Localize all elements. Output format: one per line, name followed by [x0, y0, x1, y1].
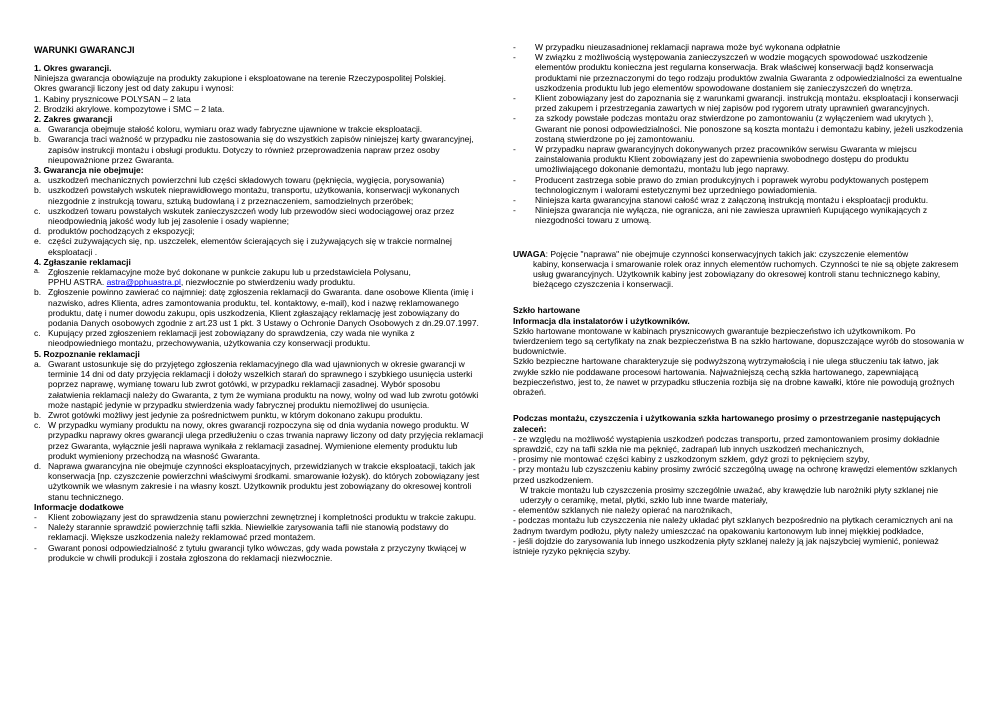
left-column: [34, 63, 484, 563]
list-item: [513, 113, 965, 144]
list-label: b.: [34, 134, 42, 145]
list-text: ze względu na możliwość wystąpienia uszkodzeń podczas transportu, przed zamontowaniem prosimy dokładnie sprawdzić, czy na tafli szkła nie ma pęknięć, zadrapań lub innych uszkodzeń mechanicznych,: [513, 433, 940, 454]
list-label: -: [513, 433, 519, 444]
list-text: elementów szklanych nie należy opierać na narożnikach,: [518, 505, 733, 516]
list-text: uszkodzeń powstałych wskutek nieprawidłowego montażu, transportu, użytkowania, konserwacji wykonanych niezgodnie z instrukcją towaru, sztuką budowlaną i z przeznaczeniem, samodzielnych przeróbek;: [48, 185, 460, 206]
list-item: [34, 410, 484, 420]
list-label: -: [513, 195, 516, 206]
list-text: Gwarant ponosi odpowiedzialność z tytułu gwarancji tylko wówczas, gdy wada powstała z przyczyny tkwiącej w produkcie w chwili produkcji i została zgłoszona do reklamacji niezwłocznie.: [48, 542, 467, 563]
spacer: [513, 289, 965, 305]
contact-line: [34, 277, 484, 287]
list-text: Należy starannie sprawdzić powierzchnię tafli szkła. Niewielkie zarysowania tafli nie stanowią podstawy do reklamacji. Większe uszkodzenia należy reklamować przed montażem.: [48, 522, 449, 543]
list-label: d.: [34, 226, 42, 237]
list-text: Zgłoszenie reklamacyjne może być dokonane w punkcie zakupu lub u przedstawiciela Polysanu,: [48, 267, 411, 278]
list-label: -: [513, 93, 516, 104]
list-text: produktów pochodzących z ekspozycji;: [48, 226, 195, 237]
glass-subheading: Informacja dla instalatorów i użytkowników.: [513, 315, 690, 326]
list-text: Zgłoszenie powinno zawierać co najmniej: datę zgłoszenia reklamacji do Gwaranta. dane osobowe Klienta (imię i nazwisko, adres Klienta, adres zamontowania produktu, tel. kontaktowy, e-mail), kod i nazwę reklamowanego produktu, datę i numer dowodu zakupu, opis uszkodzenia, Klient zgłaszający reklamację jest zobowiązany do podania Danych osobowych zgodnie z art.23 ust 1 pkt. 3 Ustawy o Ochronie Danych Osobowych z dn.29.07.1997.: [48, 287, 479, 329]
recommendation-item: [513, 454, 965, 464]
list-item: [513, 195, 965, 205]
recommendation-item-continued: W trakcie montażu lub czyszczenia prosimy szczególnie uważać, aby krawędzie lub narożniki płyty szklanej nie uderzyły o ceramikę, metal, płytki, szkło lub inne twarde materiały,: [520, 484, 939, 505]
list-label: -: [34, 542, 37, 553]
section-1-item: 1. Kabiny prysznicowe POLYSAN – 2 lata: [34, 93, 191, 104]
list-label: -: [513, 113, 516, 124]
list-item: [34, 461, 484, 502]
contact-company: PPHU ASTRA.: [48, 277, 107, 288]
contact-email-link[interactable]: astra@pphuastra.pl: [106, 277, 181, 288]
list-text: Klient zobowiązany jest do zapoznania się z warunkami gwarancji. instrukcją montażu. eksploatacji i konserwacji przed zakupem i przestrzegania zawartych w niej zapisów pod rygorem utraty uprawnień gwarancyjnych.: [535, 93, 959, 114]
list-item: [513, 144, 965, 175]
list-item: [34, 512, 484, 522]
list-item: [34, 124, 484, 134]
list-label: a.: [34, 358, 42, 369]
section-1-text: Okres gwarancji liczony jest od daty zakupu i wynosi:: [34, 83, 234, 94]
section-1-item: 2. Brodziki akrylowe. kompozytowe i SMC – 2 lata.: [34, 103, 225, 114]
list-item: [513, 52, 965, 93]
list-text: W związku z możliwością występowania zanieczyszczeń w wodzie mogących spowodować uszkodzenie elementów produktu konieczna jest regularna konserwacja. Brak właściwej konserwacji bądź konserwacja produktami nie przeznaczonymi do tego rodzaju produktów zwalnia Gwaranta z odpowiedzialności za ewentualne uszkodzenia produktu lub jego elementów spowodowane dostaniem się zanieczyszczeń do wnętrza.: [535, 52, 963, 93]
list-text: Gwarancja obejmuje stałość koloru, wymiaru oraz wady fabryczne ujawnione w trakcie eksploatacji.: [48, 124, 423, 135]
list-text: jeśli dojdzie do zarysowania lub innego uszkodzenia płyty szklanej należy ją jak najszybciej wymienić, ponieważ istnieje ryzyko pęknięcia szyby.: [513, 535, 939, 556]
info-heading: Informacje dodatkowe: [34, 501, 124, 512]
list-text: za szkody powstałe podczas montażu oraz stwierdzone po zamontowaniu (z wyłączeniem wad ukrytych ), Gwarant nie ponosi odpowiedzialności. Nie ponoszone są koszta montażu i demontażu kabiny, jeżeli uszkodzenia zostaną stwierdzone po jej zamontowaniu.: [535, 113, 963, 144]
list-item: [34, 226, 484, 236]
recommendations-heading: Podczas montażu, czyszczenia i użytkowania szkła hartowanego prosimy o przestrzeganie następujących zaleceń:: [513, 413, 941, 434]
uwaga-label: UWAGA: [513, 248, 546, 259]
list-item: [34, 543, 484, 563]
list-text: W przypadku napraw gwarancyjnych dokonywanych przez pracowników serwisu Gwaranta w miejscu zainstalowania produktu Klient zobowiązany jest do zapewnienia swobodnego dostępu do produktu umożliwiającego dokonanie demontażu, montażu lub jego naprawy.: [535, 144, 917, 175]
list-label: e.: [34, 236, 42, 247]
document-title: WARUNKI GWARANCJI: [34, 45, 135, 55]
list-label: a.: [34, 268, 40, 276]
list-label: -: [513, 464, 519, 475]
list-item: [513, 93, 965, 113]
list-text: Naprawa gwarancyjna nie obejmuje czynności eksploatacyjnych, przewidzianych w trakcie eksploatacji, takich jak konserwacja [np. czyszczenie powierzchni właściwymi środkami. smarowanie łożysk). do których zobowiązany jest użytkownik we własnym zakresie i na własny koszt. Użytkownik produktu jest zobowiązany do okresowej kontroli stanu technicznego.: [48, 460, 480, 502]
list-item: [34, 175, 484, 185]
recommendation-item: [513, 536, 965, 556]
section-1-heading: 1. Okres gwarancji.: [34, 63, 112, 73]
list-item: [34, 359, 484, 410]
list-label: b.: [34, 287, 42, 298]
list-text: uszkodzeń mechanicznych powierzchni lub części składowych towaru (pęknięcia, wygięcia, porysowania): [48, 175, 445, 186]
list-text: Klient zobowiązany jest do sprawdzenia stanu powierzchni zewnętrznej i kompletności produktu w trakcie zakupu.: [48, 511, 477, 522]
list-label: a.: [34, 175, 42, 186]
list-label: b.: [34, 185, 42, 196]
spacer: [513, 226, 965, 249]
list-text: uszkodzeń towaru powstałych wskutek zanieczyszczeń wody lub przewodów sieci wodociągowej oraz przez nieodpowiednią jakość wody lub jej zasolenie i osady wapienne;: [48, 205, 455, 227]
list-item: [34, 420, 484, 461]
list-label: c.: [34, 205, 41, 216]
recommendation-item: [513, 515, 965, 535]
section-2-heading: 2. Zakres gwarancji: [34, 114, 113, 125]
list-text: Gwarant ustosunkuje się do przyjętego zgłoszenia reklamacyjnego dla wad ujawnionych w okresie gwarancji w terminie 14 dni od daty przyjęcia reklamacji i dołoży wszelkich starań do sprawnego i szybkiego usunięcia usterki poprzez naprawę, wymianę towaru lub zwrot gotówki, w przypadku reklamacji zasadnej. Wybór sposobu załatwienia reklamacji należy do Gwaranta, z tym że wymiana produktu na nowy, wolny od wad lub zwrotu gotówki może nastąpić jedynie w przypadku stwierdzenia wady fabrycznej produktu niemożliwej do usunięcia.: [48, 358, 479, 410]
section-1-text: Niniejsza gwarancja obowiązuje na produkty zakupione i eksploatowane na terenie Rzeczypospolitej Polskiej.: [34, 73, 447, 84]
section-5-heading: 5. Rozpoznanie reklamacji: [34, 348, 140, 359]
list-label: -: [34, 511, 37, 522]
list-text: części zużywających się, np. uszczelek, elementów ścierających się i zużywających się w trakcie normalnej eksploatacji .: [48, 236, 452, 257]
list-label: -: [513, 52, 516, 63]
list-label: -: [513, 144, 516, 155]
list-label: -: [513, 515, 519, 526]
list-label: b.: [34, 409, 42, 420]
list-label: a.: [34, 124, 42, 135]
list-item: [513, 175, 965, 195]
contact-note: , niezwłocznie po stwierdzeniu wady produktu.: [180, 277, 356, 288]
list-text: Gwarancja traci ważność w przypadku nie zastosowania się do wszystkich zapisów niniejszej karty gwarancyjnej, zapisów instrukcji montażu i obsługi produktu. Dotyczy to również przeprowadzenia napraw przez osoby nieupoważnione przez Gwaranta.: [48, 134, 474, 165]
list-label: -: [513, 454, 519, 465]
recommendation-item: [513, 434, 965, 454]
list-text: Niniejsza karta gwarancyjna stanowi całość wraz z załączoną instrukcją montażu i eksploatacji produktu.: [535, 195, 929, 206]
list-label: -: [513, 205, 516, 216]
list-label: c.: [34, 328, 41, 339]
uwaga-text-continued: kabiny, konserwacja i smarowanie rolek oraz innych elementów ruchomych. Czynności te nie są objęte zakresem usług gwarancyjnych. Użytkownik kabiny jest zobowiązany do okresowej kontroli stanu technicznego kabiny, bieżącego czyszczenia i konserwacji.: [533, 258, 959, 290]
list-item: [513, 205, 965, 225]
spacer: [513, 397, 965, 413]
list-label: -: [513, 42, 516, 52]
list-text: Kupujący przed zgłoszeniem reklamacji jest zobowiązany do sprawdzenia, czy wada nie wynika z nieodpowiedniego montażu, przechowywania, użytkowania czy konserwacji produktu.: [48, 328, 415, 349]
uwaga-note: [513, 249, 965, 259]
list-item: [34, 185, 484, 205]
list-text: Producent zastrzega sobie prawo do zmian produkcyjnych i poprawek wyrobu podyktowanych postępem technologicznym i walorami estetycznymi bez uprzedniego powiadomienia.: [535, 174, 929, 195]
list-text: Niniejsza gwarancja nie wyłącza, nie ogranicza, ani nie zawiesza uprawnień Kupującego wynikających z niezgodności towaru z umową.: [535, 205, 928, 226]
section-3-heading: 3. Gwarancja nie obejmuje:: [34, 165, 144, 176]
glass-paragraph: Szkło bezpieczne hartowane charakteryzuje się podwyższoną wytrzymałością i nie ulega stłuczeniu tak łatwo, jak zwykłe szkło nie poddawane procesowi hartowania. Najważniejszą cechą szkła hartowanego, zapewniającą bezpieczeństwo, jest to, że nawet w przypadku stłuczenia rozbija się na drobne kawałki, które nie powodują groźnych obrażeń.: [513, 356, 955, 398]
recommendation-item: [513, 464, 965, 484]
list-item: [34, 522, 484, 542]
list-item: [34, 267, 484, 277]
list-label: d.: [34, 460, 42, 471]
glass-paragraph: Szkło hartowane montowane w kabinach prysznicowych gwarantuje bezpieczeństwo ich użytkownikom. Po twierdzeniem tego są certyfikaty na znak bezpieczeństwa B na szkło hartowane, dopuszczające wyrób do stosowania w budownictwie.: [513, 325, 964, 357]
list-label: c.: [34, 420, 41, 431]
list-label: -: [513, 505, 519, 516]
list-item: [34, 236, 484, 256]
uwaga-text: : Pojęcie "naprawa" nie obejmuje czynności konserwacyjnych takich jak: czyszczenie elementów: [545, 248, 909, 259]
list-text: Zwrot gotówki możliwy jest jedynie za pośrednictwem punktu, w którym dokonano zakupu produktu.: [48, 409, 423, 420]
list-item: [34, 206, 484, 226]
list-item: [513, 42, 965, 52]
glass-heading: Szkło hartowane: [513, 305, 581, 316]
list-label: -: [513, 174, 516, 185]
list-text: W przypadku nieuzasadnionej reklamacji naprawa może być wykonana odpłatnie: [535, 42, 841, 52]
list-item: [34, 134, 484, 165]
list-text: przy montażu lub czyszczeniu kabiny prosimy zwrócić szczególną uwagę na ochronę krawędzi elementów szklanych przed uszkodzeniem.: [513, 464, 958, 485]
list-item: [34, 328, 484, 348]
list-label: -: [513, 535, 519, 546]
list-text: W przypadku wymiany produktu na nowy, okres gwarancji rozpoczyna się od dnia wydania nowego produktu. W przypadku naprawy okres gwarancji ulega przedłużeniu o czas trwania naprawy liczony od daty przyjęcia reklamacji przez Gwaranta, wyłącznie jeśli naprawa wynikała z reklamacji zasadnej. Wymienione elementy produktu lub produkt wymieniony przechodzą na własność Gwaranta.: [48, 420, 484, 461]
list-item: [34, 287, 484, 328]
list-label: -: [34, 522, 37, 533]
list-text: podczas montażu lub czyszczenia nie należy układać płyt szklanych bezpośrednio na płytkach ceramicznych ani na żadnym twardym podłożu, płyty należy umieszczać na opakowaniu kartonowym lub innej miękkiej podkładce,: [513, 515, 953, 536]
list-text: prosimy nie montować części kabiny z uszkodzonym szkłem, gdyż grozi to pęknięciem szyby,: [518, 454, 870, 465]
right-column: [513, 42, 965, 556]
section-4-heading: 4. Zgłaszanie reklamacji: [34, 256, 131, 267]
recommendation-item: [513, 505, 965, 515]
